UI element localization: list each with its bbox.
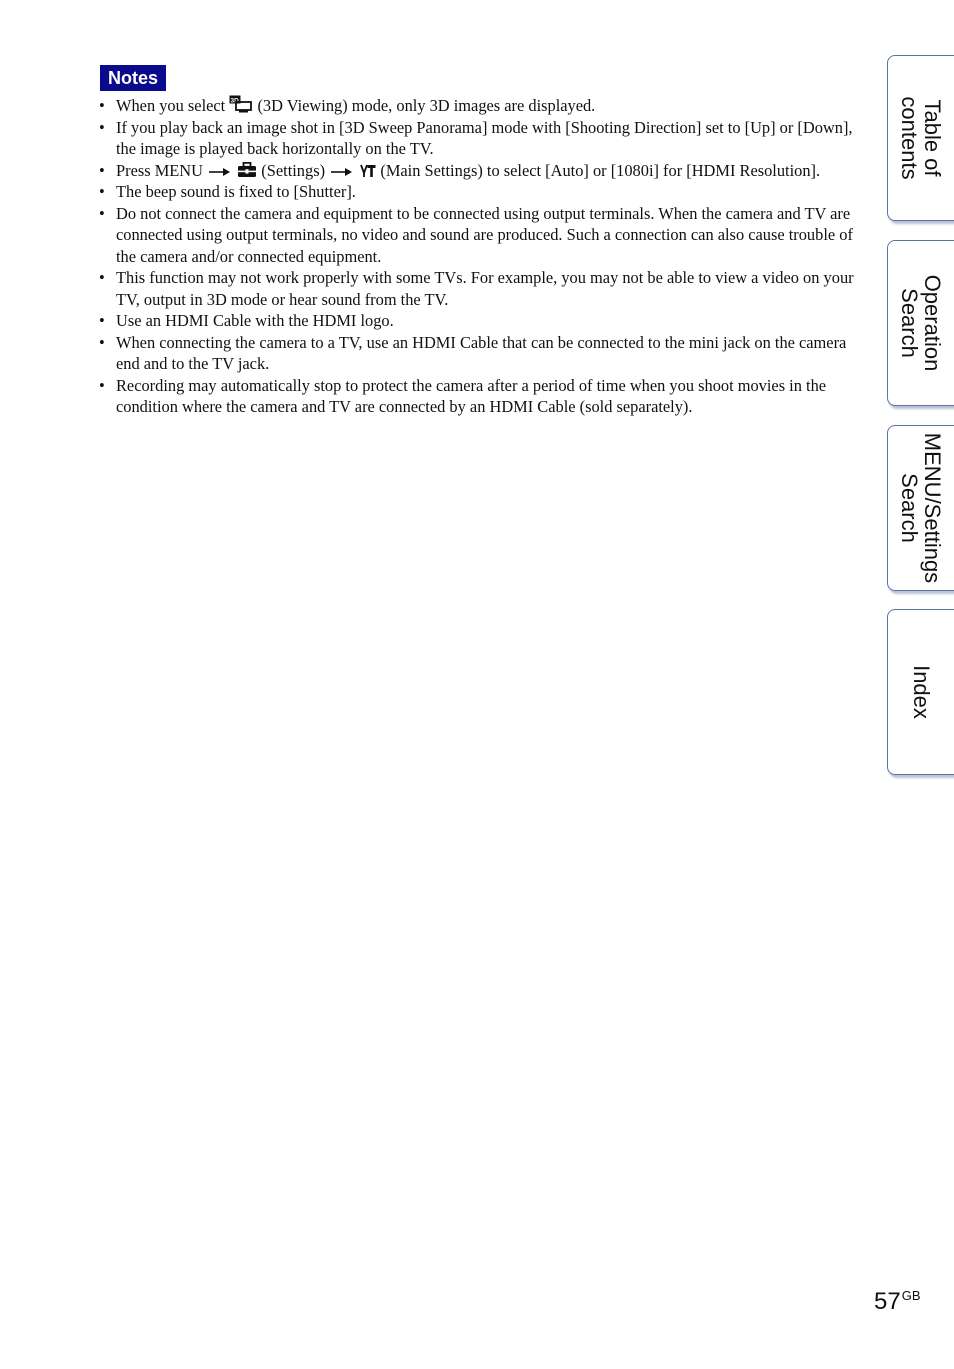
note-item [99, 310, 859, 332]
note-text: When connecting the camera to a TV, use an HDMI Cable that can be connected to the mini jack on the camera end and to the TV jack. [116, 332, 847, 373]
note-item [99, 117, 859, 160]
note-text: When you select [116, 96, 226, 115]
bullet: • [99, 375, 105, 395]
tab-label [888, 241, 954, 405]
note-item [99, 267, 859, 310]
note-item [99, 332, 859, 375]
tab-label-line: Search [897, 473, 923, 543]
note-item [99, 160, 859, 182]
bullet: • [99, 96, 105, 115]
note-item [99, 375, 859, 418]
note-text: Recording may automatically stop to protect the camera after a period of time when you shoot movies in the condition where the camera and TV are connected by an HDMI Cable (sold separately). [116, 375, 827, 416]
note-item [99, 181, 859, 203]
notes-list [99, 95, 859, 418]
tab-label-line: Search [897, 288, 923, 358]
note-text: (Main Settings) to select [Auto] or [1080i] for [HDMI Resolution]. [380, 160, 821, 180]
note-text: This function may not work properly with some TVs. For example, you may not be able to view a video on your TV, output in 3D mode or hear sound from the TV. [116, 268, 854, 309]
bullet: • [99, 268, 105, 287]
page-number-value: 57 [874, 1288, 901, 1315]
main-settings-icon [359, 162, 376, 178]
tab-label [888, 426, 954, 590]
tab-label-line: MENU/Settings [920, 432, 946, 584]
3d-viewing-icon [229, 95, 253, 113]
bullet: • [99, 203, 105, 223]
bullet: • [99, 311, 105, 330]
right-arrow-icon [331, 167, 353, 177]
settings-toolbox-icon [237, 162, 257, 178]
tab-operation-search[interactable] [887, 240, 954, 406]
bullet: • [99, 332, 105, 352]
page-number [874, 1288, 921, 1316]
tab-label [888, 56, 954, 220]
note-item [99, 95, 859, 117]
note-text: (3D Viewing) mode, only 3D images are displayed. [257, 96, 596, 115]
bullet: • [99, 117, 105, 137]
bullet: • [99, 182, 105, 201]
tab-index[interactable] [887, 609, 954, 775]
tab-label-line: Index [909, 665, 934, 719]
note-text: (Settings) [261, 160, 326, 180]
note-text: Do not connect the camera and equipment to be connected using output terminals. When the camera and TV are connected using output terminals, no video and sound are produced. Such a connection can also cause trouble of the camera and/or connected equipment. [116, 203, 853, 266]
note-text: Use an HDMI Cable with the HDMI logo. [116, 311, 394, 330]
note-text: Press MENU [116, 160, 203, 180]
tab-label [888, 610, 954, 774]
tab-label-line: contents [897, 96, 923, 180]
svg-text:3D: 3D [230, 97, 240, 105]
note-text: The beep sound is fixed to [Shutter]. [116, 182, 356, 201]
tab-menu-settings-search[interactable] [887, 425, 954, 591]
right-arrow-icon [209, 167, 231, 177]
tab-table-of-contents[interactable] [887, 55, 954, 221]
notes-heading: Notes [100, 65, 166, 91]
note-item [99, 203, 859, 268]
tab-label-line: Operation [920, 274, 946, 372]
note-text: If you play back an image shot in [3D Sweep Panorama] mode with [Shooting Direction] set to [Up] or [Down], the image is played back horizontally on the TV. [116, 117, 853, 158]
page-number-suffix: GB [901, 1288, 921, 1303]
bullet: • [99, 160, 105, 180]
tab-label-line: Table of [920, 99, 946, 177]
